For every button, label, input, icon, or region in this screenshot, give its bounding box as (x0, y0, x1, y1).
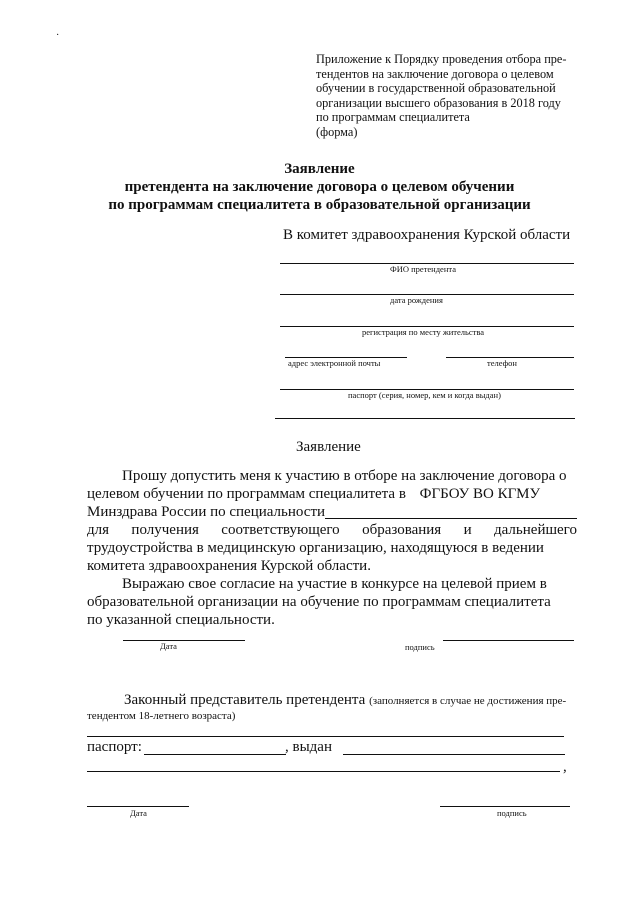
representative-line[interactable] (87, 736, 564, 737)
appendix-line: организации высшего образования в 2018 году (316, 95, 561, 110)
statement-word: и (463, 522, 472, 538)
addressee: В комитет здравоохранения Курской области (283, 227, 571, 243)
statement-text (87, 485, 577, 504)
statement-text: Прошу допустить меня к участию в отборе на заключение договора о (122, 468, 567, 484)
signature-line[interactable] (443, 640, 574, 641)
appendix-line: (форма) (316, 124, 358, 139)
statement-word: образования (362, 522, 442, 538)
statement-word: получения (131, 522, 199, 538)
date-caption-2: Дата (130, 808, 147, 818)
representative-label (124, 692, 566, 709)
appendix-line: по программам специалитета (316, 110, 470, 125)
email-caption: адрес электронной почты (288, 358, 381, 368)
date-line-2[interactable] (87, 806, 189, 807)
statement-text (87, 521, 577, 540)
statement-line: Минздрава России по специальности (87, 504, 326, 520)
birth-caption: дата рождения (390, 295, 443, 305)
fio-caption: ФИО претендента (390, 264, 456, 274)
scan-mark: · (56, 30, 60, 41)
appendix-line: тендентов на заключение договора о целевом (316, 66, 554, 81)
consent-text: по указанной специальности. (87, 612, 275, 628)
consent-text: образовательной организации на обучение по программам специалитета (87, 594, 551, 610)
doc-title: Заявление (284, 161, 355, 177)
appendix-note (316, 52, 616, 140)
rep-extra-line[interactable] (87, 771, 560, 772)
statement-word: соответствующего (221, 522, 340, 538)
date-line[interactable] (123, 640, 245, 641)
statement-word: для (87, 522, 110, 538)
appendix-line: Приложение к Порядку проведения отбора пре- (316, 52, 567, 66)
rep-issued-line[interactable] (343, 754, 565, 755)
doc-subtitle-2: по программам специалитета в образовательной организации (108, 197, 531, 213)
doc-subtitle-1: претендента на заключение договора о целевом обучении (124, 179, 515, 195)
rep-comma: , (563, 759, 567, 775)
rep-issued-label: , выдан (285, 739, 332, 755)
statement-word: дальнейшего (494, 522, 577, 538)
representative-note: (заполняется в случае не достижения пре- (369, 695, 567, 707)
signature-caption-2: подпись (497, 808, 527, 818)
signature-line-2[interactable] (440, 806, 570, 807)
appendix-line: обучении в государственной образовательной (316, 81, 556, 96)
date-caption: Дата (160, 641, 177, 651)
representative-note-cont: тендентом 18-летнего возраста) (87, 710, 236, 722)
statement-heading: Заявление (296, 439, 361, 455)
signature-caption: подпись (405, 642, 435, 652)
rep-passport-line[interactable] (144, 754, 286, 755)
registration-caption: регистрация по месту жительства (362, 327, 485, 337)
specialty-line[interactable] (325, 518, 577, 519)
phone-caption: телефон (487, 358, 517, 368)
rep-passport-label: паспорт: (87, 739, 142, 755)
representative-title: Законный представитель претендента (124, 692, 366, 708)
statement-text: трудоустройства в медицинскую организацию, находящуюся в ведении (87, 540, 544, 556)
statement-text: комитета здравоохранения Курской области. (87, 558, 371, 574)
passport-line-2[interactable] (275, 418, 575, 419)
org-name: ФГБОУ ВО КГМУ (419, 486, 541, 502)
statement-line: целевом обучении по программам специалитета в (87, 486, 406, 502)
consent-text: Выражаю свое согласие на участие в конкурсе на целевой прием в (122, 576, 547, 592)
passport-caption: паспорт (серия, номер, кем и когда выдан) (348, 390, 501, 400)
